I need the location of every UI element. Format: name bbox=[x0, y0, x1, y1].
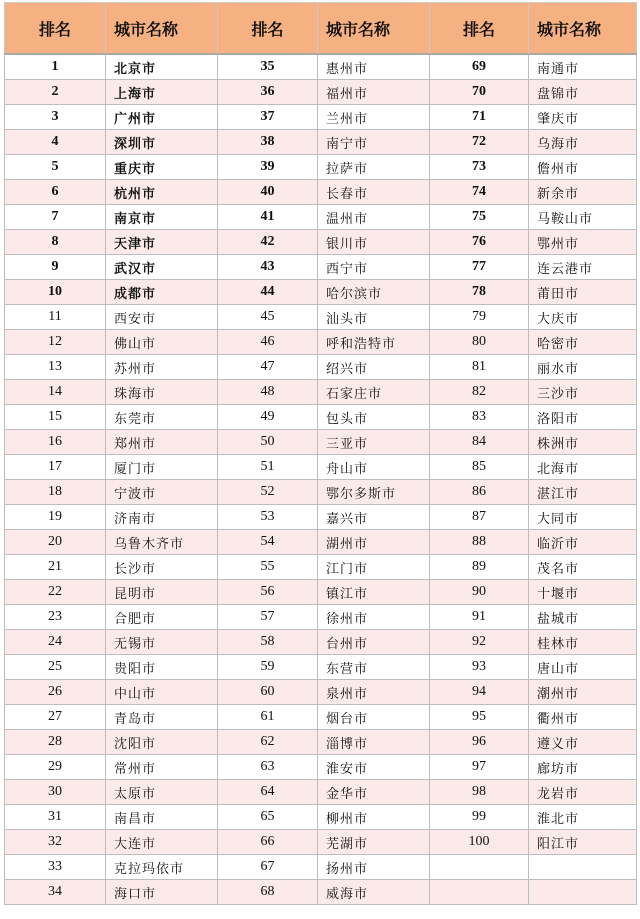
table-row bbox=[5, 380, 637, 405]
table-row bbox=[5, 480, 637, 505]
rank-cell: 69 bbox=[430, 54, 529, 80]
city-name-cell: 哈尔滨市 bbox=[318, 280, 430, 305]
city-name-cell: 株洲市 bbox=[529, 430, 637, 455]
city-name-cell: 福州市 bbox=[318, 80, 430, 105]
table-row bbox=[5, 880, 637, 905]
ranking-table-container bbox=[4, 2, 636, 916]
rank-cell: 66 bbox=[218, 830, 318, 855]
table-row bbox=[5, 530, 637, 555]
city-name-cell: 东莞市 bbox=[106, 405, 218, 430]
city-name-cell: 龙岩市 bbox=[529, 780, 637, 805]
rank-cell: 21 bbox=[5, 555, 106, 580]
city-name-cell: 大庆市 bbox=[529, 305, 637, 330]
rank-cell: 88 bbox=[430, 530, 529, 555]
rank-cell: 71 bbox=[430, 105, 529, 130]
city-name-cell: 淮安市 bbox=[318, 755, 430, 780]
city-name-cell: 合肥市 bbox=[106, 605, 218, 630]
city-name-cell: 无锡市 bbox=[106, 630, 218, 655]
table-row bbox=[5, 230, 637, 255]
city-name-cell: 常州市 bbox=[106, 755, 218, 780]
city-name-cell: 呼和浩特市 bbox=[318, 330, 430, 355]
rank-cell: 18 bbox=[5, 480, 106, 505]
city-name-cell: 阳江市 bbox=[529, 830, 637, 855]
rank-cell: 58 bbox=[218, 630, 318, 655]
rank-cell: 51 bbox=[218, 455, 318, 480]
city-name-cell: 南宁市 bbox=[318, 130, 430, 155]
table-row bbox=[5, 180, 637, 205]
city-name-cell: 海口市 bbox=[106, 880, 218, 905]
table-row bbox=[5, 405, 637, 430]
rank-cell: 72 bbox=[430, 130, 529, 155]
rank-cell: 2 bbox=[5, 80, 106, 105]
city-name-cell: 乌鲁木齐市 bbox=[106, 530, 218, 555]
rank-cell: 94 bbox=[430, 680, 529, 705]
rank-cell: 6 bbox=[5, 180, 106, 205]
city-name-cell: 大同市 bbox=[529, 505, 637, 530]
rank-cell: 53 bbox=[218, 505, 318, 530]
table-row bbox=[5, 305, 637, 330]
rank-cell: 23 bbox=[5, 605, 106, 630]
city-name-cell: 衢州市 bbox=[529, 705, 637, 730]
city-name-cell: 肇庆市 bbox=[529, 105, 637, 130]
header-city-name: 城市名称 bbox=[318, 3, 430, 55]
city-name-cell: 淄博市 bbox=[318, 730, 430, 755]
rank-cell: 19 bbox=[5, 505, 106, 530]
rank-cell: 65 bbox=[218, 805, 318, 830]
city-name-cell: 贵阳市 bbox=[106, 655, 218, 680]
city-name-cell: 温州市 bbox=[318, 205, 430, 230]
city-name-cell: 鄂尔多斯市 bbox=[318, 480, 430, 505]
city-name-cell: 儋州市 bbox=[529, 155, 637, 180]
rank-cell: 40 bbox=[218, 180, 318, 205]
rank-cell: 79 bbox=[430, 305, 529, 330]
table-row bbox=[5, 255, 637, 280]
table-row bbox=[5, 855, 637, 880]
city-name-cell: 台州市 bbox=[318, 630, 430, 655]
rank-cell: 84 bbox=[430, 430, 529, 455]
rank-cell: 3 bbox=[5, 105, 106, 130]
rank-cell: 91 bbox=[430, 605, 529, 630]
rank-cell: 45 bbox=[218, 305, 318, 330]
rank-cell: 60 bbox=[218, 680, 318, 705]
rank-cell: 42 bbox=[218, 230, 318, 255]
city-name-cell: 天津市 bbox=[106, 230, 218, 255]
rank-cell: 74 bbox=[430, 180, 529, 205]
city-name-cell: 新余市 bbox=[529, 180, 637, 205]
rank-cell: 29 bbox=[5, 755, 106, 780]
city-name-cell: 鄂州市 bbox=[529, 230, 637, 255]
header-city-name: 城市名称 bbox=[529, 3, 637, 55]
city-name-cell: 济南市 bbox=[106, 505, 218, 530]
city-name-cell: 杭州市 bbox=[106, 180, 218, 205]
city-name-cell: 长沙市 bbox=[106, 555, 218, 580]
rank-cell: 83 bbox=[430, 405, 529, 430]
rank-cell: 24 bbox=[5, 630, 106, 655]
rank-cell: 20 bbox=[5, 530, 106, 555]
city-name-cell: 廊坊市 bbox=[529, 755, 637, 780]
rank-cell: 77 bbox=[430, 255, 529, 280]
city-name-cell bbox=[529, 880, 637, 905]
rank-cell: 7 bbox=[5, 205, 106, 230]
rank-cell: 96 bbox=[430, 730, 529, 755]
rank-cell: 56 bbox=[218, 580, 318, 605]
table-row bbox=[5, 80, 637, 105]
city-name-cell: 太原市 bbox=[106, 780, 218, 805]
city-name-cell: 柳州市 bbox=[318, 805, 430, 830]
city-name-cell: 遵义市 bbox=[529, 730, 637, 755]
city-name-cell: 宁波市 bbox=[106, 480, 218, 505]
rank-cell: 93 bbox=[430, 655, 529, 680]
table-row bbox=[5, 630, 637, 655]
city-name-cell: 桂林市 bbox=[529, 630, 637, 655]
table-row bbox=[5, 105, 637, 130]
city-name-cell: 大连市 bbox=[106, 830, 218, 855]
city-name-cell: 拉萨市 bbox=[318, 155, 430, 180]
city-name-cell: 沈阳市 bbox=[106, 730, 218, 755]
city-name-cell: 郑州市 bbox=[106, 430, 218, 455]
rank-cell: 43 bbox=[218, 255, 318, 280]
rank-cell: 39 bbox=[218, 155, 318, 180]
city-name-cell: 克拉玛依市 bbox=[106, 855, 218, 880]
rank-cell: 78 bbox=[430, 280, 529, 305]
rank-cell: 15 bbox=[5, 405, 106, 430]
rank-cell: 9 bbox=[5, 255, 106, 280]
table-row bbox=[5, 680, 637, 705]
city-name-cell: 青岛市 bbox=[106, 705, 218, 730]
rank-cell: 52 bbox=[218, 480, 318, 505]
city-name-cell: 北京市 bbox=[106, 54, 218, 80]
rank-cell: 48 bbox=[218, 380, 318, 405]
city-name-cell: 石家庄市 bbox=[318, 380, 430, 405]
rank-cell: 22 bbox=[5, 580, 106, 605]
rank-cell: 27 bbox=[5, 705, 106, 730]
header-city-name: 城市名称 bbox=[106, 3, 218, 55]
city-name-cell: 东营市 bbox=[318, 655, 430, 680]
rank-cell: 16 bbox=[5, 430, 106, 455]
city-name-cell: 包头市 bbox=[318, 405, 430, 430]
city-name-cell: 南昌市 bbox=[106, 805, 218, 830]
header-rank: 排名 bbox=[5, 3, 106, 55]
city-name-cell: 南京市 bbox=[106, 205, 218, 230]
rank-cell: 62 bbox=[218, 730, 318, 755]
city-name-cell: 三亚市 bbox=[318, 430, 430, 455]
rank-cell: 90 bbox=[430, 580, 529, 605]
table-row bbox=[5, 205, 637, 230]
table-row bbox=[5, 130, 637, 155]
rank-cell: 25 bbox=[5, 655, 106, 680]
city-name-cell: 上海市 bbox=[106, 80, 218, 105]
rank-cell: 32 bbox=[5, 830, 106, 855]
rank-cell: 1 bbox=[5, 54, 106, 80]
table-row bbox=[5, 580, 637, 605]
table-row bbox=[5, 655, 637, 680]
rank-cell: 41 bbox=[218, 205, 318, 230]
rank-cell: 99 bbox=[430, 805, 529, 830]
city-name-cell: 成都市 bbox=[106, 280, 218, 305]
table-row bbox=[5, 730, 637, 755]
city-name-cell: 昆明市 bbox=[106, 580, 218, 605]
rank-cell: 82 bbox=[430, 380, 529, 405]
city-name-cell: 北海市 bbox=[529, 455, 637, 480]
city-name-cell: 徐州市 bbox=[318, 605, 430, 630]
rank-cell: 26 bbox=[5, 680, 106, 705]
city-name-cell: 兰州市 bbox=[318, 105, 430, 130]
city-name-cell: 唐山市 bbox=[529, 655, 637, 680]
city-name-cell: 长春市 bbox=[318, 180, 430, 205]
city-name-cell: 镇江市 bbox=[318, 580, 430, 605]
rank-cell: 67 bbox=[218, 855, 318, 880]
rank-cell: 50 bbox=[218, 430, 318, 455]
city-name-cell: 盘锦市 bbox=[529, 80, 637, 105]
city-name-cell bbox=[529, 855, 637, 880]
rank-cell: 64 bbox=[218, 780, 318, 805]
table-row bbox=[5, 355, 637, 380]
rank-cell: 55 bbox=[218, 555, 318, 580]
rank-cell: 37 bbox=[218, 105, 318, 130]
city-name-cell: 三沙市 bbox=[529, 380, 637, 405]
rank-cell: 44 bbox=[218, 280, 318, 305]
rank-cell: 5 bbox=[5, 155, 106, 180]
city-name-cell: 重庆市 bbox=[106, 155, 218, 180]
rank-cell: 97 bbox=[430, 755, 529, 780]
rank-cell: 10 bbox=[5, 280, 106, 305]
table-row bbox=[5, 54, 637, 80]
rank-cell: 49 bbox=[218, 405, 318, 430]
city-name-cell: 马鞍山市 bbox=[529, 205, 637, 230]
table-row bbox=[5, 705, 637, 730]
city-name-cell: 烟台市 bbox=[318, 705, 430, 730]
rank-cell: 76 bbox=[430, 230, 529, 255]
rank-cell: 81 bbox=[430, 355, 529, 380]
rank-cell: 47 bbox=[218, 355, 318, 380]
city-name-cell: 盐城市 bbox=[529, 605, 637, 630]
rank-cell: 59 bbox=[218, 655, 318, 680]
city-name-cell: 嘉兴市 bbox=[318, 505, 430, 530]
table-row bbox=[5, 280, 637, 305]
rank-cell: 54 bbox=[218, 530, 318, 555]
rank-cell: 100 bbox=[430, 830, 529, 855]
city-name-cell: 湖州市 bbox=[318, 530, 430, 555]
rank-cell bbox=[430, 855, 529, 880]
rank-cell: 13 bbox=[5, 355, 106, 380]
rank-cell: 73 bbox=[430, 155, 529, 180]
rank-cell: 17 bbox=[5, 455, 106, 480]
rank-cell: 86 bbox=[430, 480, 529, 505]
city-name-cell: 南通市 bbox=[529, 54, 637, 80]
rank-cell: 8 bbox=[5, 230, 106, 255]
table-row bbox=[5, 605, 637, 630]
city-name-cell: 茂名市 bbox=[529, 555, 637, 580]
city-name-cell: 银川市 bbox=[318, 230, 430, 255]
table-row bbox=[5, 330, 637, 355]
rank-cell: 63 bbox=[218, 755, 318, 780]
city-name-cell: 武汉市 bbox=[106, 255, 218, 280]
city-name-cell: 惠州市 bbox=[318, 54, 430, 80]
city-name-cell: 芜湖市 bbox=[318, 830, 430, 855]
city-name-cell: 深圳市 bbox=[106, 130, 218, 155]
city-name-cell: 哈密市 bbox=[529, 330, 637, 355]
rank-cell: 14 bbox=[5, 380, 106, 405]
city-name-cell: 乌海市 bbox=[529, 130, 637, 155]
table-row bbox=[5, 755, 637, 780]
table-row bbox=[5, 155, 637, 180]
city-name-cell: 中山市 bbox=[106, 680, 218, 705]
city-name-cell: 舟山市 bbox=[318, 455, 430, 480]
city-name-cell: 淮北市 bbox=[529, 805, 637, 830]
city-name-cell: 泉州市 bbox=[318, 680, 430, 705]
rank-cell: 85 bbox=[430, 455, 529, 480]
rank-cell: 35 bbox=[218, 54, 318, 80]
city-name-cell: 潮州市 bbox=[529, 680, 637, 705]
rank-cell: 92 bbox=[430, 630, 529, 655]
city-name-cell: 佛山市 bbox=[106, 330, 218, 355]
city-name-cell: 珠海市 bbox=[106, 380, 218, 405]
city-name-cell: 厦门市 bbox=[106, 455, 218, 480]
rank-cell: 28 bbox=[5, 730, 106, 755]
city-name-cell: 扬州市 bbox=[318, 855, 430, 880]
rank-cell: 80 bbox=[430, 330, 529, 355]
city-name-cell: 十堰市 bbox=[529, 580, 637, 605]
rank-cell: 95 bbox=[430, 705, 529, 730]
city-name-cell: 威海市 bbox=[318, 880, 430, 905]
rank-cell: 4 bbox=[5, 130, 106, 155]
city-name-cell: 莆田市 bbox=[529, 280, 637, 305]
header-rank: 排名 bbox=[430, 3, 529, 55]
city-name-cell: 西宁市 bbox=[318, 255, 430, 280]
city-name-cell: 广州市 bbox=[106, 105, 218, 130]
city-name-cell: 金华市 bbox=[318, 780, 430, 805]
city-name-cell: 西安市 bbox=[106, 305, 218, 330]
city-name-cell: 湛江市 bbox=[529, 480, 637, 505]
table-row bbox=[5, 505, 637, 530]
table-row bbox=[5, 430, 637, 455]
rank-cell: 89 bbox=[430, 555, 529, 580]
city-name-cell: 汕头市 bbox=[318, 305, 430, 330]
city-name-cell: 绍兴市 bbox=[318, 355, 430, 380]
rank-cell bbox=[430, 880, 529, 905]
rank-cell: 38 bbox=[218, 130, 318, 155]
rank-cell: 98 bbox=[430, 780, 529, 805]
rank-cell: 34 bbox=[5, 880, 106, 905]
rank-cell: 87 bbox=[430, 505, 529, 530]
rank-cell: 75 bbox=[430, 205, 529, 230]
rank-cell: 68 bbox=[218, 880, 318, 905]
city-name-cell: 洛阳市 bbox=[529, 405, 637, 430]
rank-cell: 33 bbox=[5, 855, 106, 880]
table-row bbox=[5, 455, 637, 480]
city-ranking-table bbox=[4, 2, 637, 905]
table-body bbox=[5, 54, 637, 905]
city-name-cell: 临沂市 bbox=[529, 530, 637, 555]
table-row bbox=[5, 805, 637, 830]
rank-cell: 12 bbox=[5, 330, 106, 355]
table-row bbox=[5, 555, 637, 580]
city-name-cell: 连云港市 bbox=[529, 255, 637, 280]
rank-cell: 31 bbox=[5, 805, 106, 830]
city-name-cell: 江门市 bbox=[318, 555, 430, 580]
rank-cell: 30 bbox=[5, 780, 106, 805]
city-name-cell: 丽水市 bbox=[529, 355, 637, 380]
table-row bbox=[5, 830, 637, 855]
rank-cell: 61 bbox=[218, 705, 318, 730]
city-name-cell: 苏州市 bbox=[106, 355, 218, 380]
rank-cell: 11 bbox=[5, 305, 106, 330]
rank-cell: 46 bbox=[218, 330, 318, 355]
rank-cell: 57 bbox=[218, 605, 318, 630]
rank-cell: 36 bbox=[218, 80, 318, 105]
table-row bbox=[5, 780, 637, 805]
header-row bbox=[5, 3, 637, 55]
header-rank: 排名 bbox=[218, 3, 318, 55]
rank-cell: 70 bbox=[430, 80, 529, 105]
